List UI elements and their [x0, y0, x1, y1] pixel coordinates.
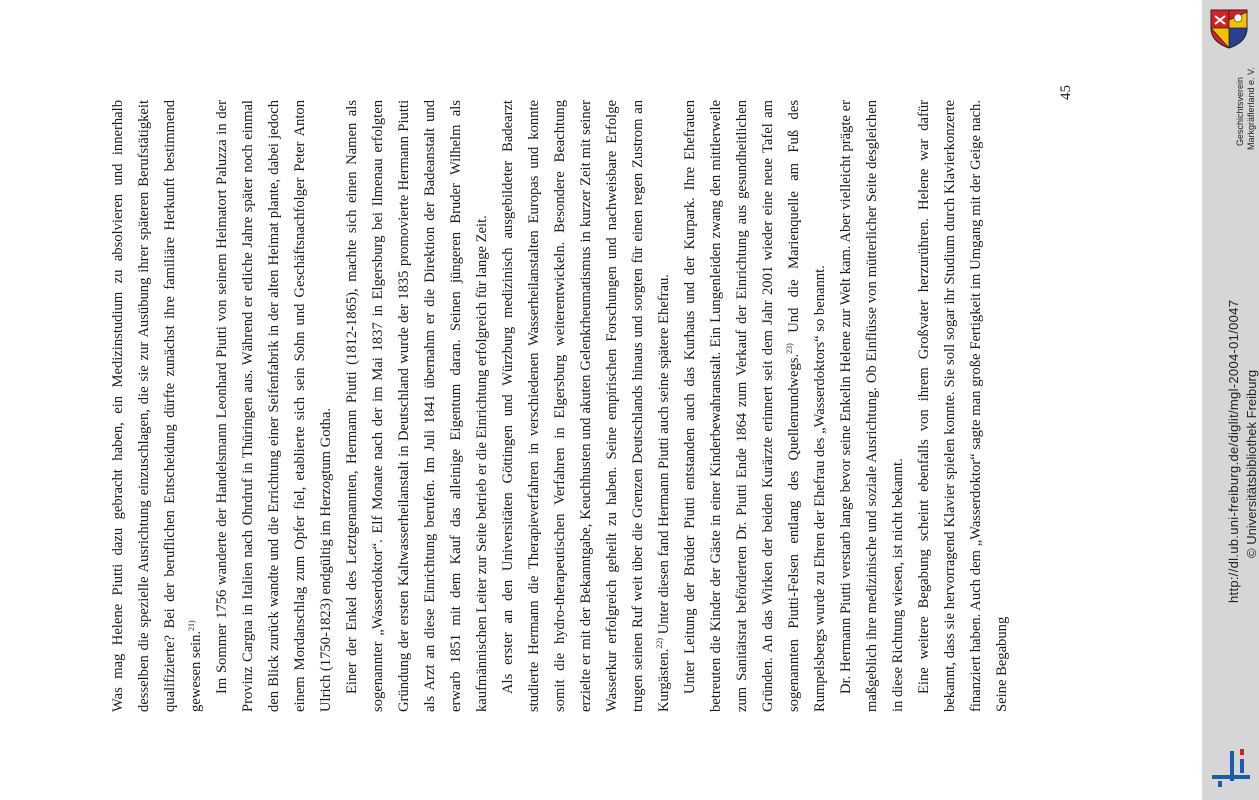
- society-suffix: Markgräflerland e. V.: [1246, 67, 1256, 150]
- paragraph-3: Einer der Enkel des Letztgenannten, Hermann Piutti (1812-1865), machte sich einen Namen als sogenannter „Wasserdoktor“. Elf Monate nach der im Mai 1837 in Elgersburg bei Ilmenau erfolgten Gründung der ersten Kaltwasserheilanstalt in Deutschland wurde der 1835 promovierte Hermann Piutti als Arzt an diese Einrichtung berufen. Im Juli 1841 übernahm er die Direktion der Badeanstalt und erwarb 1851 mit dem Kauf das alleinige Eigentum daran. Seinen jüngeren Bruder Wilhelm als kaufmännischen Leiter zur Seite betrieb er die Einrichtung erfolgreich für lange Zeit.: [344, 100, 490, 712]
- footnote-ref-23: 23): [785, 343, 795, 354]
- paragraph-1: Was mag Helene Piutti dazu gebracht haben, ein Medizinstudium zu absolvieren und innerhalb desselben die spezielle Ausrichtung einzuschlagen, die sie zur Ausübung ihrer späteren Berufstätigkeit qualifizierte? Bei der beruflichen Entscheidung dürfte zunächst ihre familiäre Herkunft bestimmend gewesen sein.$^{21)}$: [110, 100, 204, 712]
- coat-of-arms-icon: [1207, 6, 1251, 50]
- ub-freiburg-logo-icon[interactable]: [1210, 745, 1254, 789]
- copyright-notice: © Universitätsbibliothek Freiburg: [1244, 369, 1259, 558]
- permalink-link[interactable]: http://dl.ub.uni-freiburg.de/diglit/mgl-2004-01/0047: [1226, 299, 1241, 603]
- page-number: 45: [1058, 85, 1074, 100]
- paragraph-6: Dr. Hermann Piutti verstarb lange bevor seine Enkelin Helene zur Welt kam. Aber vielleicht prägte er maßgeblich ihre medizinische und soziale Ausrichtung. Ob Einflüsse von mütterlicher Seite desgleichen in diese Richtung wiesen, ist nicht bekannt.: [838, 100, 906, 712]
- paragraph-4: Als erster an den Universitäten Göttingen und Würzburg medizinisch ausgebildeter Badearzt studierte Hermann die Therapieverfahren in verschiedenen Wasserheilanstalten Europas und konnte somit die hydro-therapeutischen Verfahren in Elgersburg weiterentwickeln. Besondere Beachtung erzielte er mit der Bekanntgabe, Keuchhusten und akuten Gelenkrheumatismus in kurzer Zeit mit seiner Wasserkur erfolgreich geheilt zu haben. Seine empirischen Forschungen und nachweisbare Erfolge trugen seinen Ruf weit über die Grenzen Deutschlands hinaus und sorgten für einen regen Zustrom an Kurgästen.$^{22)}$ Unter diesen fand Hermann Piutti auch seine spätere Ehefrau.: [500, 100, 672, 712]
- paragraph-7: Eine weitere Begabung scheint ebenfalls von ihrem Großvater herzurühren. Helene war dafür bekannt, dass sie hervorragend Klavier spielen konnte. Sie soll sogar ihr Studium durch Klavierkonzerte finanziert haben. Auch dem „Wasserdoktor“ sagte man große Fertigkeit im Umgang mit der Geige nach. Seine Begabung: [916, 100, 1010, 712]
- text-column: [105, 100, 1015, 712]
- footnote-ref-21: 21): [187, 620, 197, 631]
- paragraph-2: Im Sommer 1756 wanderte der Handelsmann Leonhard Piutti von seinem Heimatort Paluzza in der Provinz Cargna in Italien nach Ohrdruf in Thüringen aus. Während er etliche Jahre später noch einmal den Blick zurück wandte und die Errichtung einer Seifenfabrik in der alten Heimat plante, dabei jedoch einem Mordanschlag zum Opfer fiel, etablierte sich sein Sohn und Geschäftsnachfolger Peter Anton Ulrich (1750-1823) endgültig im Herzogtum Gotha.: [214, 100, 334, 712]
- footnote-ref-22: 22): [655, 637, 665, 649]
- society-name: Geschichtsverein: [1235, 76, 1245, 146]
- paragraph-5: Unter Leitung der Brüder Piutti entstanden auch das Kurhaus und der Kurpark. Ihre Ehefrauen betreuten die Kinder der Gäste in einer Kinderbewahranstalt. Ein Lungenleiden zwang den mittlerweile zum Sanitätsrat beförderten Dr. Piutti Ende 1864 zum Verkauf der Einrichtung aus gesundheitlichen Gründen. An das Wirken der beiden Kurärzte erinnert seit dem Jahr 2001 wieder eine neue Tafel am sogenannten Piutti-Felsen entlang des Quellenrundwegs.$^{23)}$ Und die Marienquelle am Fuß des Rumpelsbergs wurde zu Ehren der Ehefrau des „Wasserdoktors“ so benannt.: [682, 100, 828, 712]
